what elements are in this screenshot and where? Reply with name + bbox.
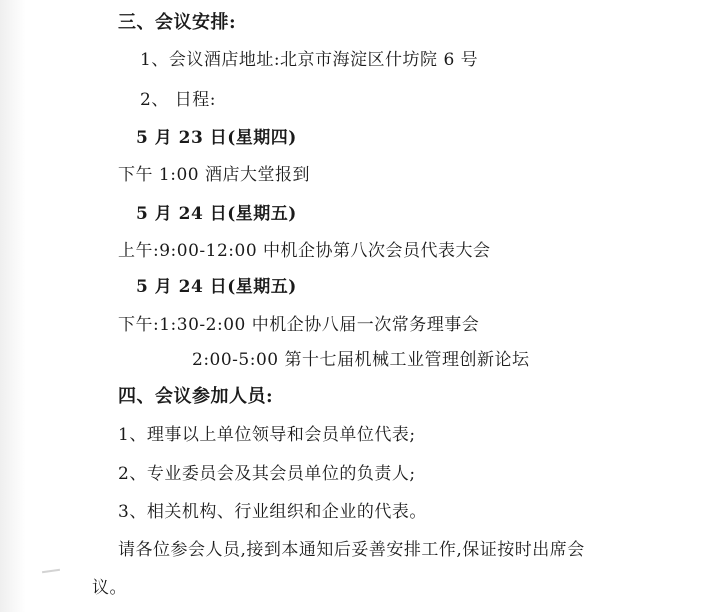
section-three-heading: 三、会议安排:	[118, 12, 237, 33]
scan-artifact-mark	[42, 569, 60, 573]
participant-item-2: 2、专业委员会及其会员单位的负责人;	[118, 464, 416, 484]
closing-paragraph-line-2: 议。	[92, 578, 127, 598]
scan-edge-shading	[0, 0, 26, 612]
hotel-address-line: 1、会议酒店地址:北京市海淀区什坊院 6 号	[140, 50, 479, 70]
participant-item-3: 3、相关机构、行业组织和企业的代表。	[118, 502, 427, 522]
schedule-label-line: 2、 日程:	[140, 90, 216, 110]
closing-paragraph-line-1: 请各位参会人员,接到本通知后妥善安排工作,保证按时出席会	[118, 540, 585, 560]
may-24-afternoon-item-2: 2:00-5:00 第十七届机械工业管理创新论坛	[192, 350, 530, 370]
may-24-morning-item: 上午:9:00-12:00 中机企协第八次会员代表大会	[118, 241, 491, 261]
date-may-23-heading: 5 月 23 日(星期四)	[136, 128, 297, 148]
section-four-heading: 四、会议参加人员:	[118, 386, 274, 407]
date-may-24-heading-second: 5 月 24 日(星期五)	[136, 277, 297, 297]
date-may-24-heading-first: 5 月 24 日(星期五)	[136, 204, 297, 224]
participant-item-1: 1、理事以上单位领导和会员单位代表;	[118, 425, 416, 445]
may-24-afternoon-item-1: 下午:1:30-2:00 中机企协八届一次常务理事会	[118, 315, 480, 335]
may-23-afternoon-item: 下午 1:00 酒店大堂报到	[118, 165, 310, 185]
